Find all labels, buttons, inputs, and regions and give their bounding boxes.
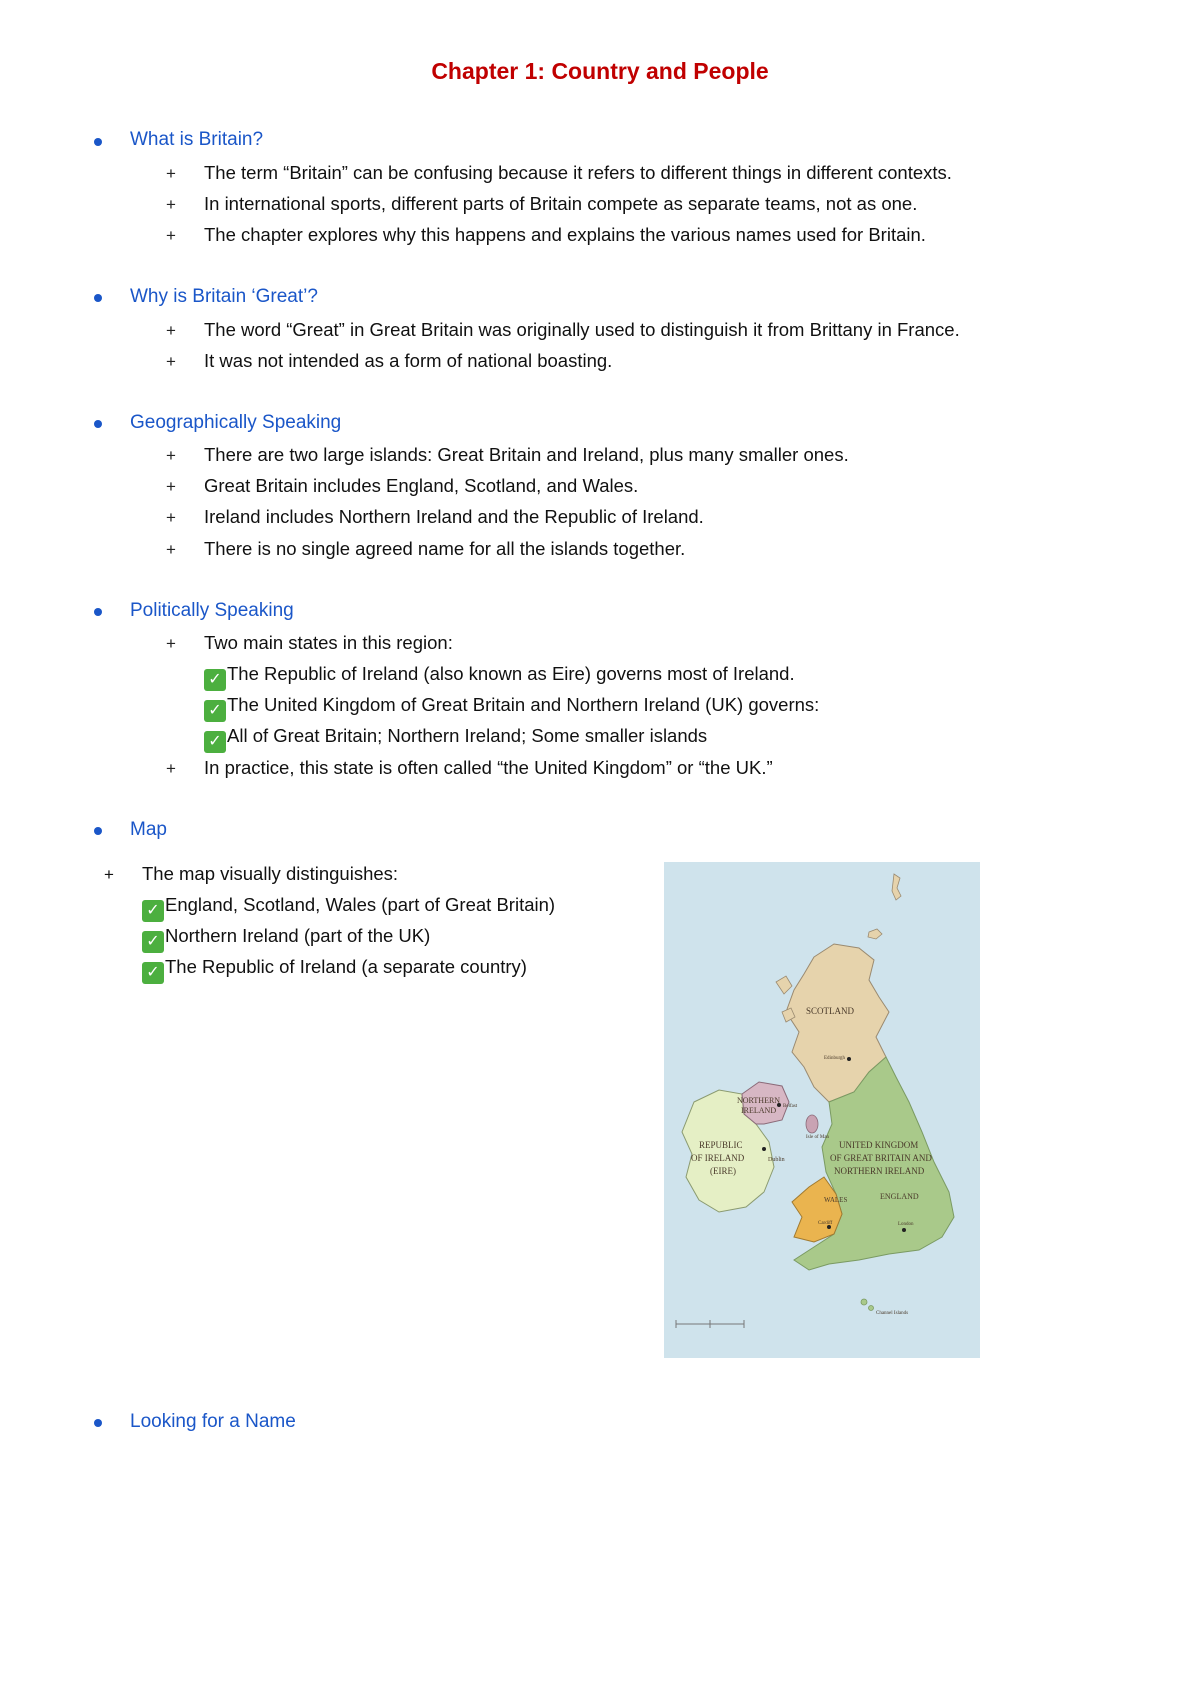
list-item: + The map visually distinguishes: <box>104 863 399 884</box>
list-item: + Two main states in this region: <box>166 632 453 653</box>
list-item: + In practice, this state is often called “the United Kingdom” or “the UK.” <box>166 757 773 778</box>
checkmark-icon: ✓ <box>142 931 164 953</box>
list-item: + There are two large islands: Great Britain and Ireland, plus many smaller ones. <box>166 444 849 465</box>
label-republic-2: OF IRELAND <box>691 1153 745 1163</box>
list-item: + Great Britain includes England, Scotland, and Wales. <box>166 475 639 496</box>
isle-of-man <box>806 1115 818 1133</box>
section-heading-geographically: Geographically Speaking <box>130 412 342 433</box>
map-graphic <box>664 862 980 1358</box>
label-isle-of-man: Isle of Man <box>806 1135 830 1140</box>
checkmark-icon: ✓ <box>204 669 226 691</box>
british-isles-map <box>664 862 980 1358</box>
label-uk-1: UNITED KINGDOM <box>839 1140 919 1150</box>
checkmark-icon: ✓ <box>204 700 226 722</box>
label-scotland: SCOTLAND <box>806 1006 855 1016</box>
checked-item: ✓ The United Kingdom of Great Britain and Northern Ireland (UK) governs: <box>204 693 819 722</box>
list-item: + It was not intended as a form of national boasting. <box>166 350 613 371</box>
checkmark-icon: ✓ <box>204 731 226 753</box>
checked-item: ✓ Northern Ireland (part of the UK) <box>142 924 430 953</box>
checked-item: ✓ All of Great Britain; Northern Ireland; Some smaller islands <box>204 724 707 753</box>
section-heading-why-great: Why is Britain ‘Great’? <box>130 286 318 307</box>
label-england: ENGLAND <box>880 1192 919 1201</box>
label-belfast: Belfast <box>783 1104 798 1109</box>
list-item: + The word “Great” in Great Britain was originally used to distinguish it from Brittany in France. <box>166 319 960 340</box>
label-cardiff: Cardiff <box>818 1221 833 1226</box>
channel-islands-islet <box>869 1306 874 1311</box>
label-dublin: Dublin <box>768 1157 785 1163</box>
checked-item: ✓ The Republic of Ireland (a separate country) <box>142 955 527 984</box>
label-wales: WALES <box>824 1196 848 1204</box>
label-republic-3: (EIRE) <box>710 1166 736 1176</box>
bullet-dot <box>94 827 102 835</box>
section-heading-looking-for-a-name: Looking for a Name <box>130 1411 296 1432</box>
section-heading-map: Map <box>130 819 167 840</box>
list-item: + The chapter explores why this happens and explains the various names used for Britain. <box>166 224 926 245</box>
list-item: + The term “Britain” can be confusing because it refers to different things in different contexts. <box>166 162 952 183</box>
dublin-dot <box>762 1147 766 1151</box>
label-republic-1: REPUBLIC <box>699 1140 743 1150</box>
label-northern-ireland-1: NORTHERN <box>737 1096 781 1105</box>
label-edinburgh: Edinburgh <box>824 1056 846 1061</box>
section-heading-what-is-britain: What is Britain? <box>130 129 264 150</box>
bullet-dot <box>94 294 102 302</box>
channel-islands <box>861 1299 867 1305</box>
label-uk-2: OF GREAT BRITAIN AND <box>830 1153 932 1163</box>
checkmark-icon: ✓ <box>142 962 164 984</box>
edinburgh-dot <box>847 1057 851 1061</box>
bullet-dot <box>94 1419 102 1427</box>
checkmark-icon: ✓ <box>142 900 164 922</box>
bullet-dot <box>94 138 102 146</box>
label-uk-3: NORTHERN IRELAND <box>834 1166 925 1176</box>
list-item: + In international sports, different parts of Britain compete as separate teams, not as one. <box>166 193 918 214</box>
checked-item: ✓ England, Scotland, Wales (part of Great Britain) <box>142 893 555 922</box>
page-title: Chapter 1: Country and People <box>431 58 769 84</box>
london-dot <box>902 1228 906 1232</box>
list-item: + Ireland includes Northern Ireland and the Republic of Ireland. <box>166 506 704 527</box>
bullet-dot <box>94 608 102 616</box>
bullet-dot <box>94 420 102 428</box>
label-channel-islands: Channel Islands <box>876 1311 909 1316</box>
label-northern-ireland-2: IRELAND <box>741 1106 777 1115</box>
checked-item: ✓ The Republic of Ireland (also known as Eire) governs most of Ireland. <box>204 662 795 691</box>
section-heading-politically: Politically Speaking <box>130 600 294 621</box>
label-london: London <box>898 1222 914 1227</box>
list-item: + There is no single agreed name for all the islands together. <box>166 538 686 559</box>
